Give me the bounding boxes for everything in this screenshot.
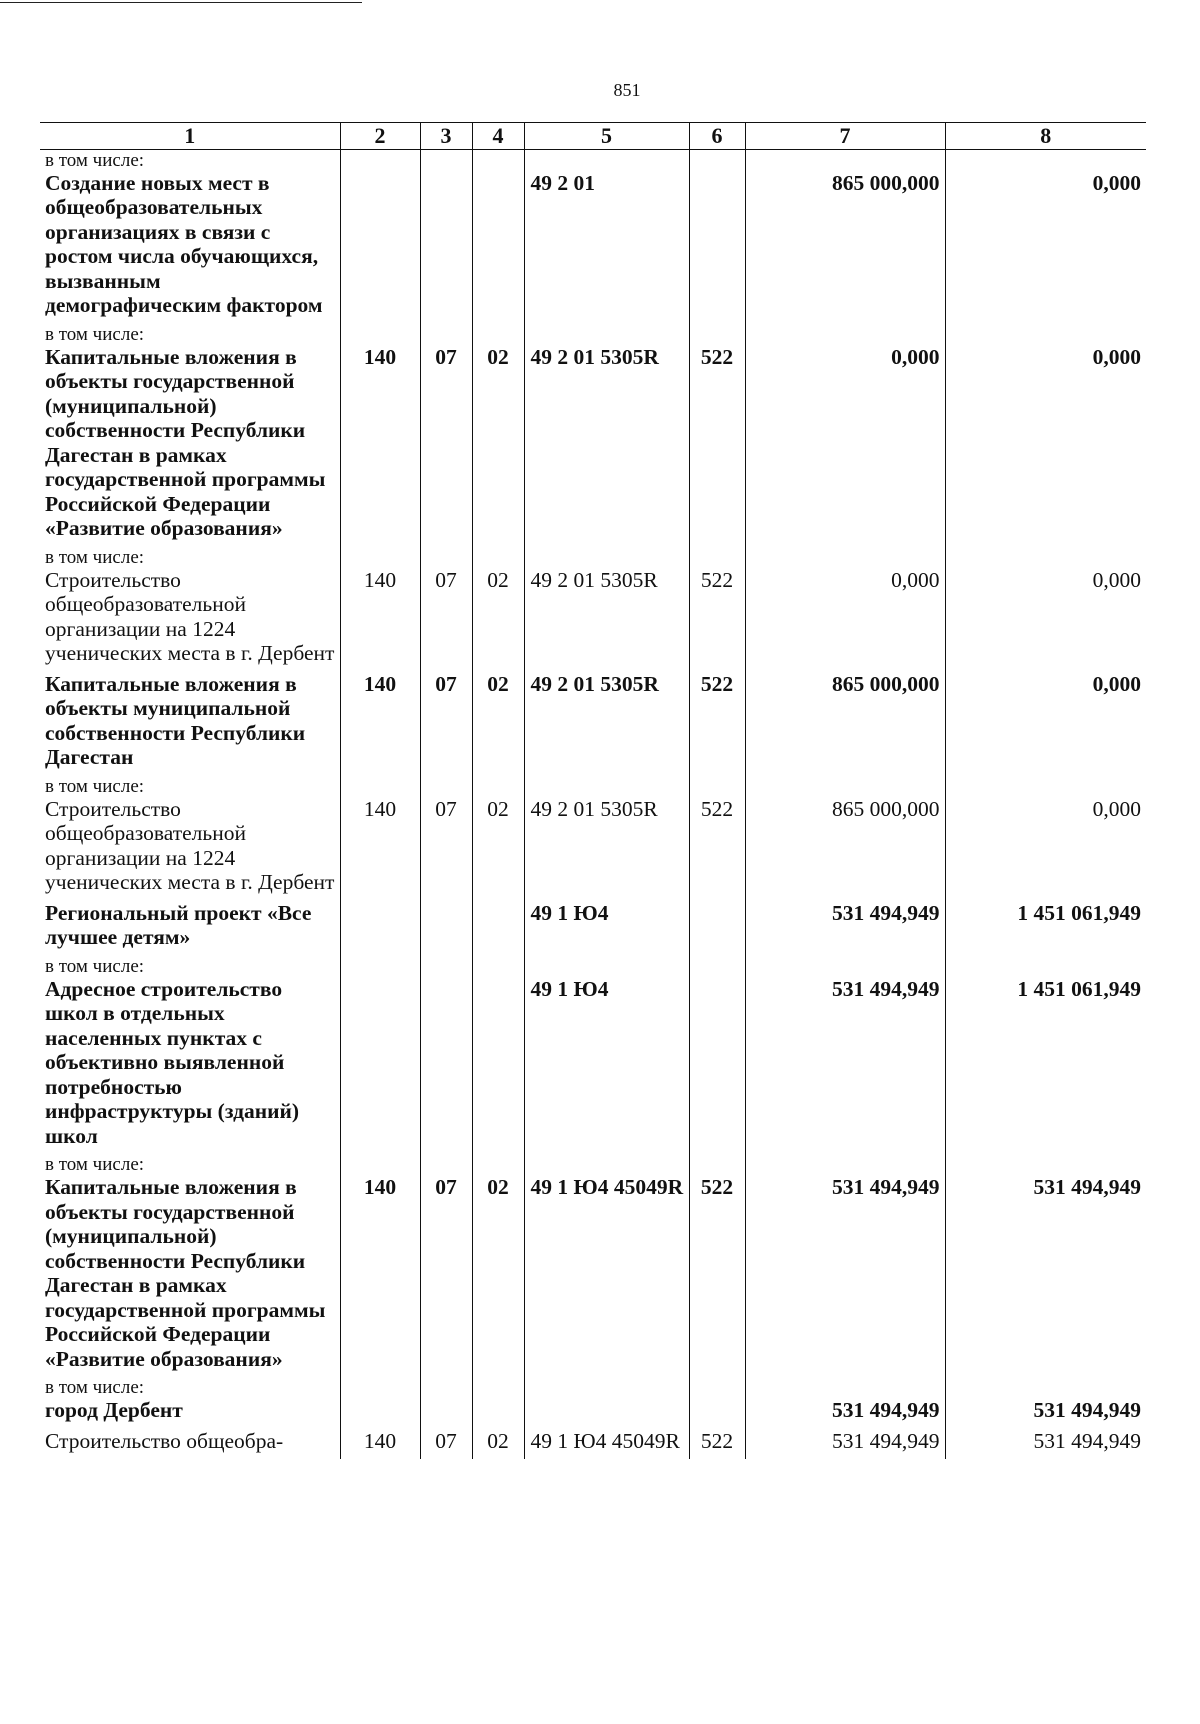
row-name-cell: в том числе:	[45, 1377, 145, 1398]
spacer-cell	[689, 1453, 745, 1459]
code-cell-3: 07	[420, 568, 472, 666]
code-cell-3	[420, 171, 472, 318]
code-cell-4	[472, 956, 524, 977]
table-header-row	[40, 123, 1146, 150]
amount-cell-8: 0,000	[945, 672, 1146, 770]
row-spacer	[40, 1453, 1146, 1459]
code-cell-5	[524, 776, 689, 797]
amount-cell-7	[745, 1154, 945, 1175]
code-cell-5	[524, 149, 689, 171]
amount-cell-7: 531 494,949	[745, 1398, 945, 1423]
spacer-cell	[420, 1453, 472, 1459]
row-name-cell: Капитальные вложения в объекты государственной (муниципальной) собственности Республики Дагестан в рамках государственной программы Российской Федерации «Развитие образования»	[45, 344, 326, 540]
spacer-cell	[472, 1453, 524, 1459]
row-name-cell: Адресное строительство школ в отдельных населенных пунктах с объективно выявленной потребностью инфраструктуры (зданий) школ	[45, 976, 300, 1148]
table-body	[40, 149, 1146, 1459]
amount-cell-7	[745, 1377, 945, 1398]
table-row	[40, 776, 1146, 797]
code-cell-6: 522	[689, 345, 745, 541]
table-row	[40, 324, 1146, 345]
col-header-8: 8	[945, 123, 1146, 150]
code-cell-6	[689, 977, 745, 1149]
amount-cell-8: 0,000	[945, 797, 1146, 895]
code-cell-2: 140	[340, 1429, 420, 1454]
code-cell-5: 49 2 01 5305R	[524, 797, 689, 895]
code-cell-6: 522	[689, 1175, 745, 1371]
table-row	[40, 1398, 1146, 1423]
code-cell-6	[689, 1398, 745, 1423]
code-cell-2	[340, 324, 420, 345]
amount-cell-8	[945, 1377, 1146, 1398]
amount-cell-7: 865 000,000	[745, 672, 945, 770]
code-cell-4: 02	[472, 1429, 524, 1454]
code-cell-3	[420, 324, 472, 345]
code-cell-6	[689, 1154, 745, 1175]
code-cell-5	[524, 1154, 689, 1175]
code-cell-6: 522	[689, 797, 745, 895]
code-cell-4	[472, 171, 524, 318]
code-cell-3	[420, 1154, 472, 1175]
code-cell-5: 49 1 Ю4 45049R	[524, 1175, 689, 1371]
amount-cell-7: 531 494,949	[745, 1175, 945, 1371]
code-cell-2	[340, 149, 420, 171]
table-row	[40, 547, 1146, 568]
amount-cell-8	[945, 956, 1146, 977]
code-cell-6	[689, 547, 745, 568]
row-name-cell: в том числе:	[45, 149, 145, 171]
table-row	[40, 956, 1146, 977]
code-cell-4	[472, 776, 524, 797]
code-cell-4	[472, 324, 524, 345]
amount-cell-7	[745, 547, 945, 568]
row-name-cell: Капитальные вложения в объекты государственной (муниципальной) собственности Республики Дагестан в рамках государственной программы Российской Федерации «Развитие образования»	[45, 1175, 326, 1371]
col-header-6: 6	[689, 123, 745, 150]
row-name-cell: Создание новых мест в общеобразовательных организациях в связи с ростом числа обучающихся, вызванным демографическим фактором	[45, 170, 323, 317]
row-name-cell: в том числе:	[45, 775, 145, 797]
code-cell-5	[524, 324, 689, 345]
amount-cell-7: 531 494,949	[745, 901, 945, 950]
table-row	[40, 568, 1146, 666]
table-row	[40, 901, 1146, 950]
code-cell-4: 02	[472, 797, 524, 895]
row-name-cell: Региональный проект «Все лучшее детям»	[45, 900, 312, 949]
row-name-cell: в том числе:	[45, 546, 145, 568]
code-cell-2	[340, 547, 420, 568]
amount-cell-7: 531 494,949	[745, 1429, 945, 1454]
row-name-cell: в том числе:	[45, 323, 145, 345]
code-cell-3	[420, 547, 472, 568]
code-cell-2	[340, 1398, 420, 1423]
code-cell-2: 140	[340, 345, 420, 541]
code-cell-2	[340, 956, 420, 977]
code-cell-6	[689, 149, 745, 171]
table-row	[40, 345, 1146, 541]
amount-cell-7: 865 000,000	[745, 797, 945, 895]
amount-cell-7	[745, 956, 945, 977]
table-row	[40, 1429, 1146, 1454]
code-cell-6	[689, 1377, 745, 1398]
code-cell-2	[340, 1377, 420, 1398]
table-row	[40, 672, 1146, 770]
row-name-cell: Капитальные вложения в объекты муниципальной собственности Республики Дагестан	[45, 671, 306, 769]
code-cell-2	[340, 977, 420, 1149]
amount-cell-8: 531 494,949	[945, 1398, 1146, 1423]
amount-cell-8	[945, 324, 1146, 345]
table-row	[40, 1175, 1146, 1371]
code-cell-4: 02	[472, 672, 524, 770]
table-row	[40, 1154, 1146, 1175]
code-cell-3	[420, 149, 472, 171]
row-name-cell: Строительство общеобразовательной организации на 1224 ученических места в г. Дербент	[45, 567, 335, 665]
amount-cell-7: 531 494,949	[745, 977, 945, 1149]
amount-cell-7	[745, 776, 945, 797]
row-name-cell: город Дербент	[45, 1398, 183, 1422]
code-cell-6	[689, 324, 745, 345]
code-cell-5: 49 2 01 5305R	[524, 345, 689, 541]
amount-cell-7: 865 000,000	[745, 171, 945, 318]
table-row	[40, 797, 1146, 895]
code-cell-3: 07	[420, 797, 472, 895]
col-header-2: 2	[340, 123, 420, 150]
code-cell-4	[472, 1154, 524, 1175]
code-cell-5: 49 1 Ю4	[524, 977, 689, 1149]
code-cell-6: 522	[689, 1429, 745, 1454]
code-cell-6: 522	[689, 568, 745, 666]
amount-cell-8	[945, 547, 1146, 568]
code-cell-5: 49 1 Ю4	[524, 901, 689, 950]
amount-cell-7	[745, 324, 945, 345]
amount-cell-8	[945, 1154, 1146, 1175]
col-header-7: 7	[745, 123, 945, 150]
spacer-cell	[340, 1453, 420, 1459]
code-cell-5	[524, 547, 689, 568]
code-cell-3	[420, 956, 472, 977]
code-cell-2	[340, 776, 420, 797]
code-cell-4	[472, 977, 524, 1149]
amount-cell-8: 0,000	[945, 345, 1146, 541]
row-name-cell: в том числе:	[45, 955, 145, 977]
col-header-1: 1	[40, 123, 340, 150]
col-header-4: 4	[472, 123, 524, 150]
code-cell-3: 07	[420, 672, 472, 770]
code-cell-2: 140	[340, 1175, 420, 1371]
code-cell-4: 02	[472, 568, 524, 666]
amount-cell-8: 1 451 061,949	[945, 977, 1146, 1149]
amount-cell-8: 531 494,949	[945, 1429, 1146, 1454]
code-cell-2	[340, 171, 420, 318]
top-rule	[0, 2, 362, 3]
row-name-cell: Строительство общеобразовательной организации на 1224 ученических места в г. Дербент	[45, 796, 335, 894]
code-cell-3: 07	[420, 345, 472, 541]
table-row	[40, 149, 1146, 171]
spacer-cell	[524, 1453, 689, 1459]
col-header-3: 3	[420, 123, 472, 150]
table-row	[40, 171, 1146, 318]
code-cell-6	[689, 901, 745, 950]
row-name-cell: Строительство общеобра-	[45, 1428, 284, 1453]
amount-cell-8: 531 494,949	[945, 1175, 1146, 1371]
code-cell-4	[472, 1377, 524, 1398]
code-cell-2	[340, 901, 420, 950]
code-cell-4	[472, 901, 524, 950]
table-row	[40, 977, 1146, 1149]
budget-table	[40, 122, 1146, 1459]
code-cell-2: 140	[340, 672, 420, 770]
code-cell-4: 02	[472, 1175, 524, 1371]
code-cell-6: 522	[689, 672, 745, 770]
amount-cell-8	[945, 149, 1146, 171]
code-cell-5: 49 2 01 5305R	[524, 568, 689, 666]
code-cell-4	[472, 547, 524, 568]
code-cell-2: 140	[340, 797, 420, 895]
amount-cell-8	[945, 776, 1146, 797]
amount-cell-7: 0,000	[745, 345, 945, 541]
code-cell-3	[420, 1377, 472, 1398]
code-cell-4	[472, 1398, 524, 1423]
code-cell-3	[420, 977, 472, 1149]
code-cell-5	[524, 1377, 689, 1398]
code-cell-4	[472, 149, 524, 171]
code-cell-2: 140	[340, 568, 420, 666]
code-cell-4: 02	[472, 345, 524, 541]
code-cell-3: 07	[420, 1429, 472, 1454]
code-cell-5	[524, 956, 689, 977]
code-cell-3	[420, 1398, 472, 1423]
code-cell-5: 49 2 01	[524, 171, 689, 318]
code-cell-5	[524, 1398, 689, 1423]
amount-cell-8: 1 451 061,949	[945, 901, 1146, 950]
code-cell-6	[689, 956, 745, 977]
page-number: 851	[613, 80, 641, 100]
spacer-cell	[745, 1453, 945, 1459]
code-cell-3	[420, 776, 472, 797]
spacer-cell	[40, 1453, 340, 1459]
code-cell-2	[340, 1154, 420, 1175]
code-cell-6	[689, 776, 745, 797]
amount-cell-8: 0,000	[945, 171, 1146, 318]
spacer-cell	[945, 1453, 1146, 1459]
col-header-5: 5	[524, 123, 689, 150]
code-cell-5: 49 1 Ю4 45049R	[524, 1429, 689, 1454]
row-name-cell: в том числе:	[45, 1154, 145, 1175]
code-cell-3	[420, 901, 472, 950]
amount-cell-8: 0,000	[945, 568, 1146, 666]
amount-cell-7: 0,000	[745, 568, 945, 666]
code-cell-3: 07	[420, 1175, 472, 1371]
code-cell-6	[689, 171, 745, 318]
table-row	[40, 1377, 1146, 1398]
amount-cell-7	[745, 149, 945, 171]
code-cell-5: 49 2 01 5305R	[524, 672, 689, 770]
